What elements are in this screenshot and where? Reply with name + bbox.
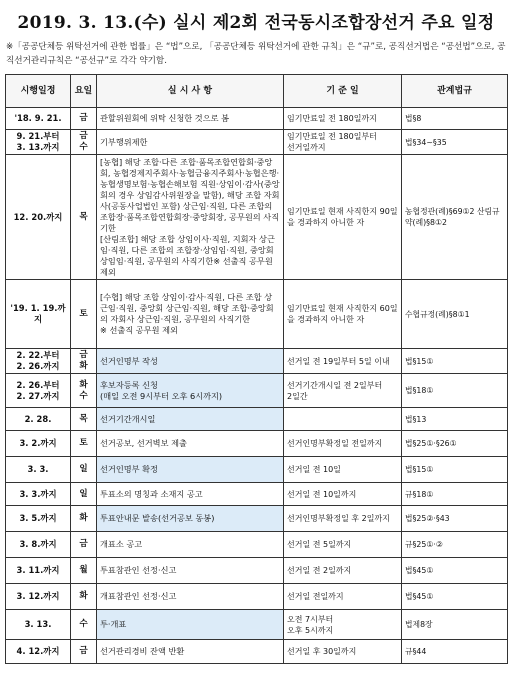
cell-activity: [수협] 해당 조합 상임이·감사·직원, 다른 조합 상근임·직원, 중앙회 상근임·직원, 해당 조합·중앙회의 자회사 상근임·직원, 공무원의 사직기한 ※ 선출직 공무원 제외 <box>97 280 284 349</box>
cell-activity: 관할위원회에 위탁 신청한 것으로 봄 <box>97 108 284 130</box>
cell-date: 4. 12.까지 <box>6 640 71 664</box>
header-day: 요일 <box>71 75 97 108</box>
cell-activity: 기부행위제한 <box>97 130 284 155</box>
cell-law: 법§45① <box>402 558 508 584</box>
cell-day: 화 <box>71 506 97 532</box>
header-activity: 실 시 사 항 <box>97 75 284 108</box>
cell-law: 법§25②·§43 <box>402 506 508 532</box>
cell-activity: 투표소의 명칭과 소재지 공고 <box>97 483 284 506</box>
cell-law: 법§8 <box>402 108 508 130</box>
cell-activity: 선거인명부 확정 <box>97 457 284 483</box>
cell-basis: 선거기간개시일 전 2일부터 2일간 <box>284 374 402 408</box>
table-row <box>6 408 508 431</box>
cell-activity: [농협] 해당 조합·다른 조합·품목조합연합회·중앙회, 농협경제지주회사·농협금융지주회사·농협은행·농협생명보험·농협손해보험 직원·상임이·감사(중앙회의 경우 상임감사위원장을 말함), 해당 조합 자회사(공동사업법인 포함) 상근임·직원, 다른 조합의 조합장·품목조합연합회장·중앙회장, 공무원의 사직기한 [산림조합] 해당 조합 상임이사·직원, 지회자 상근임·직원, 다른 조합의 조합장·상임임·직원, 중앙회 상임임·직원, 공무원의 사직기한※ 선출직 공무원 제외 <box>97 155 284 280</box>
cell-law: 농협정관(례)§69①2 산림규약(례)§8①2 <box>402 155 508 280</box>
cell-law: 규§25①·② <box>402 532 508 558</box>
cell-date: 9. 21.부터 3. 13.까지 <box>6 130 71 155</box>
cell-basis: 임기만료일 전 180일부터 선거일까지 <box>284 130 402 155</box>
cell-basis: 오전 7시부터 오후 5시까지 <box>284 610 402 640</box>
cell-law: 규§44 <box>402 640 508 664</box>
cell-law: 법§45① <box>402 584 508 610</box>
cell-activity: 개표소 공고 <box>97 532 284 558</box>
cell-activity: 선거관리경비 잔액 반환 <box>97 640 284 664</box>
table-row <box>6 108 508 130</box>
cell-day: 토 <box>71 280 97 349</box>
cell-date: 2. 26.부터 2. 27.까지 <box>6 374 71 408</box>
table-row <box>6 374 508 408</box>
cell-activity: 투표참관인 선정·신고 <box>97 558 284 584</box>
cell-day: 금 <box>71 640 97 664</box>
cell-basis: 임기만료일 전 180일까지 <box>284 108 402 130</box>
cell-day: 금 <box>71 532 97 558</box>
cell-basis: 선거일 전 2일까지 <box>284 558 402 584</box>
cell-activity: 후보자등록 신청 (매일 오전 9시부터 오후 6시까지) <box>97 374 284 408</box>
header-date: 시행일정 <box>6 75 71 108</box>
cell-activity: 선거인명부 작성 <box>97 349 284 374</box>
cell-law: 규§18① <box>402 483 508 506</box>
cell-day: 화 수 <box>71 374 97 408</box>
cell-date: 12. 20.까지 <box>6 155 71 280</box>
cell-basis: 선거일 전일까지 <box>284 584 402 610</box>
cell-basis: 선거인명부확정일 후 2일까지 <box>284 506 402 532</box>
table-row <box>6 483 508 506</box>
table-row <box>6 532 508 558</box>
cell-law: 법§15① <box>402 457 508 483</box>
cell-day: 화 <box>71 584 97 610</box>
table-row <box>6 558 508 584</box>
cell-law: 법§18① <box>402 374 508 408</box>
cell-date: 3. 12.까지 <box>6 584 71 610</box>
cell-law: 법제8장 <box>402 610 508 640</box>
table-row <box>6 506 508 532</box>
cell-day: 일 <box>71 483 97 506</box>
cell-law: 법§25①·§26① <box>402 431 508 457</box>
cell-law: 수협규정(례)§8①1 <box>402 280 508 349</box>
cell-date: 3. 13. <box>6 610 71 640</box>
cell-basis: 선거일 전 10일까지 <box>284 483 402 506</box>
cell-day: 금 <box>71 108 97 130</box>
cell-day: 수 <box>71 610 97 640</box>
cell-law: 법§15① <box>402 349 508 374</box>
table-row <box>6 130 508 155</box>
table-row <box>6 155 508 280</box>
cell-activity: 투표안내문 발송(선거공보 동봉) <box>97 506 284 532</box>
schedule-table <box>5 74 508 664</box>
cell-date: 3. 5.까지 <box>6 506 71 532</box>
table-row <box>6 349 508 374</box>
cell-basis: 선거일 전 10일 <box>284 457 402 483</box>
table-row <box>6 610 508 640</box>
cell-activity: 개표참관인 선정·신고 <box>97 584 284 610</box>
table-row <box>6 431 508 457</box>
cell-date: 3. 2.까지 <box>6 431 71 457</box>
cell-day: 목 <box>71 155 97 280</box>
cell-date: '19. 1. 19.까지 <box>6 280 71 349</box>
cell-day: 금 수 <box>71 130 97 155</box>
cell-day: 일 <box>71 457 97 483</box>
cell-basis: 임기만료일 현재 사직한지 60일을 경과하지 아니한 자 <box>284 280 402 349</box>
abbreviation-note: ※「공공단체등 위탁선거에 관한 법률」은 “법”으로, 「공공단체등 위탁선거에 관한 규칙」은 “규”로, 공직선거법은 “공선법”으로, 공직선거관리규칙은 “공선규”로 각각 약기함. <box>6 42 506 66</box>
cell-date: 3. 8.까지 <box>6 532 71 558</box>
cell-day: 목 <box>71 408 97 431</box>
document-title: 2019. 3. 13.(수) 실시 제2회 전국동시조합장선거 주요 일정 <box>17 13 495 33</box>
header-law: 관계법규 <box>402 75 508 108</box>
table-row <box>6 584 508 610</box>
table-row <box>6 640 508 664</box>
cell-date: 3. 11.까지 <box>6 558 71 584</box>
cell-basis: 선거인명부확정일 전일까지 <box>284 431 402 457</box>
cell-date: 2. 22.부터 2. 26.까지 <box>6 349 71 374</box>
header-basis: 기 준 일 <box>284 75 402 108</box>
table-row <box>6 457 508 483</box>
cell-day: 토 <box>71 431 97 457</box>
cell-activity: 선거기간개시일 <box>97 408 284 431</box>
cell-basis: 선거일 후 30일까지 <box>284 640 402 664</box>
cell-law: 법§13 <box>402 408 508 431</box>
cell-basis: 임기만료일 현재 사직한지 90일을 경과하지 아니한 자 <box>284 155 402 280</box>
cell-date: '18. 9. 21. <box>6 108 71 130</box>
cell-date: 2. 28. <box>6 408 71 431</box>
cell-basis: 선거일 전 5일까지 <box>284 532 402 558</box>
cell-law: 법§34~§35 <box>402 130 508 155</box>
cell-basis: 선거일 전 19일부터 5일 이내 <box>284 349 402 374</box>
cell-day: 금 화 <box>71 349 97 374</box>
table-row <box>6 280 508 349</box>
cell-activity: 선거공보, 선거벽보 제출 <box>97 431 284 457</box>
table-header-row <box>6 75 508 108</box>
cell-activity: 투·개표 <box>97 610 284 640</box>
cell-basis <box>284 408 402 431</box>
cell-date: 3. 3.까지 <box>6 483 71 506</box>
cell-day: 월 <box>71 558 97 584</box>
cell-date: 3. 3. <box>6 457 71 483</box>
